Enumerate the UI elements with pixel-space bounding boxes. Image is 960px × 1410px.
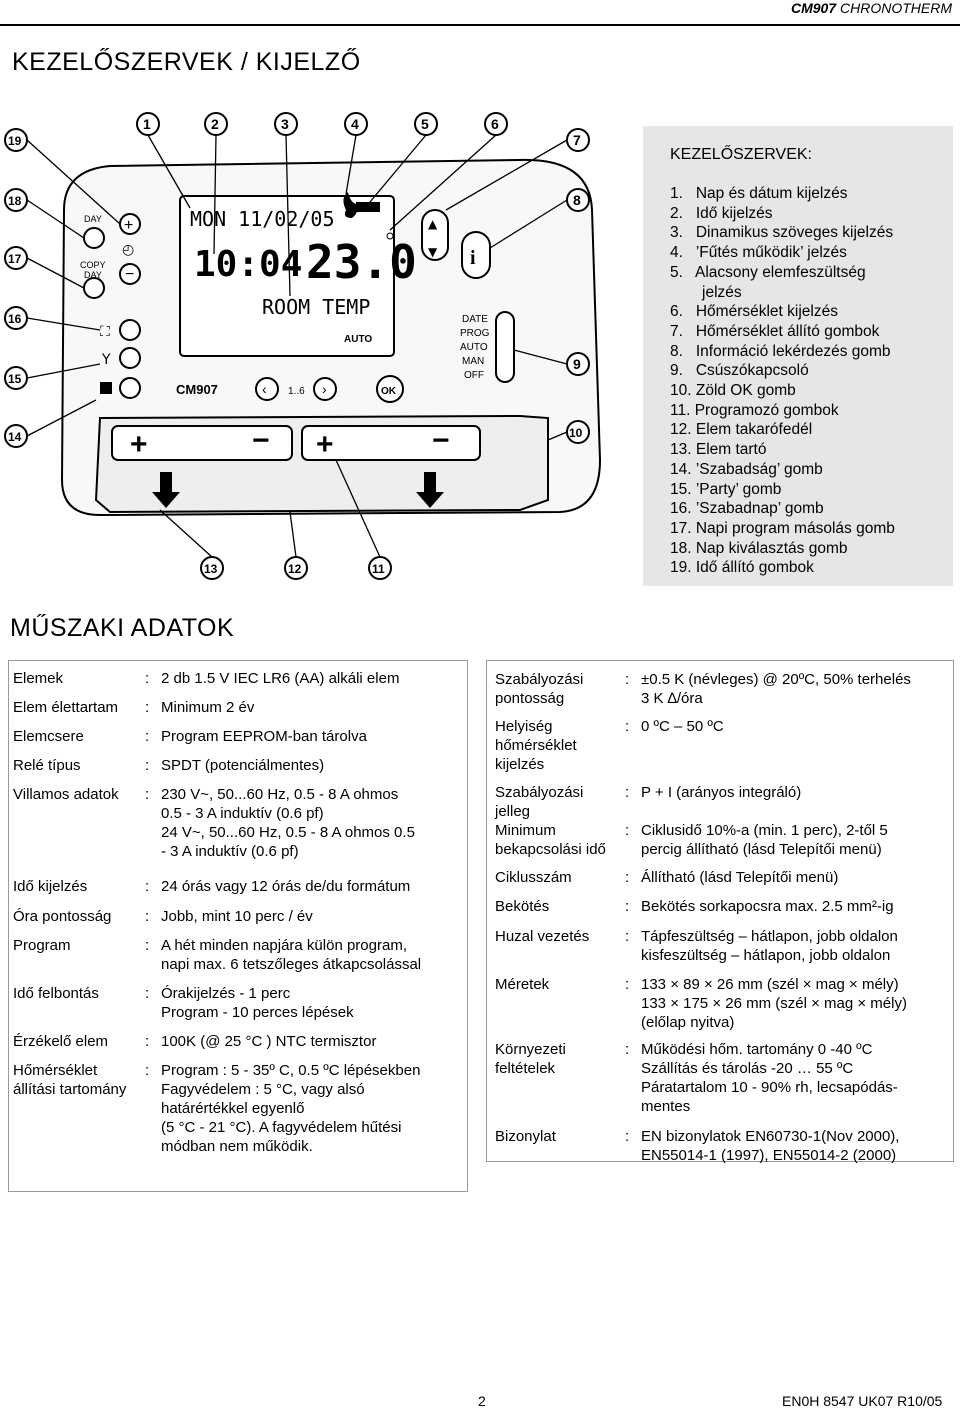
spec-separator: :: [145, 985, 150, 1002]
spec-value: 2 db 1.5 V IEC LR6 (AA) alkáli elem: [161, 670, 400, 687]
callout-19: 19: [8, 134, 22, 148]
controls-item: 15. ’Party’ gomb: [670, 480, 782, 498]
lcd-auto: AUTO: [344, 334, 373, 345]
spec-table-left: [8, 660, 468, 1192]
callout-5: 5: [421, 116, 429, 132]
spec-label: Szabályozási pontosság: [495, 671, 584, 707]
triangle-up-icon: ▲: [428, 217, 438, 231]
prog-range: 1..6: [288, 386, 305, 397]
controls-item: 8. Információ lekérdezés gomb: [670, 342, 891, 360]
battery-low-icon: [356, 202, 380, 212]
spec-label: Környezeti feltételek: [495, 1041, 566, 1077]
spec-value: Tápfeszültség – hátlapon, jobb oldalon kisfeszültség – hátlapon, jobb oldalon: [641, 928, 898, 964]
battery-minus-1: −: [252, 424, 270, 457]
prog-left-button[interactable]: [256, 378, 278, 400]
callout-8: 8: [573, 192, 581, 208]
spec-separator: :: [145, 937, 150, 954]
spec-value: Jobb, mint 10 perc / év: [161, 908, 313, 925]
controls-item: 14. ’Szabadság’ gomb: [670, 460, 823, 478]
callout-11: 11: [372, 562, 385, 576]
spec-label: Minimum bekapcsolási idő: [495, 822, 606, 858]
controls-item: 18. Nap kiválasztás gomb: [670, 539, 848, 557]
spec-label: Idő kijelzés: [13, 878, 88, 895]
spec-separator: :: [625, 898, 630, 915]
mode-slider[interactable]: [496, 312, 514, 382]
clock-icon: ◴: [122, 241, 135, 257]
spec-value: Minimum 2 év: [161, 699, 255, 716]
spec-separator: :: [625, 822, 630, 839]
spec-separator: :: [625, 869, 630, 886]
controls-item: 13. Elem tartó: [670, 441, 767, 459]
spec-separator: :: [625, 784, 630, 801]
header-rule: [0, 24, 960, 26]
party-button[interactable]: [120, 348, 140, 368]
callout-3: 3: [281, 116, 289, 132]
callout-17: 17: [8, 252, 22, 266]
controls-item: 7. Hőmérséklet állító gombok: [670, 322, 880, 340]
spec-label: Bekötés: [495, 898, 550, 915]
controls-title: KEZELŐSZERVEK:: [670, 146, 812, 163]
switch-man: MAN: [462, 356, 485, 367]
spec-value: Program EEPROM-ban tárolva: [161, 728, 367, 745]
spec-label: Hőmérséklet állítási tartomány: [13, 1062, 127, 1098]
party-icon: Y: [102, 352, 111, 368]
spec-value: Program : 5 - 35º C, 0.5 ºC lépésekben Fagyvédelem : 5 °C, vagy alsó határértékkel egyenlő (5 °C - 21 °C). A fagyvédelem hűtési módban nem működik.: [161, 1062, 421, 1155]
battery-plus-1: +: [130, 428, 148, 461]
spec-separator: :: [145, 878, 150, 895]
suitcase-icon: [100, 382, 112, 394]
callout-18: 18: [8, 194, 22, 208]
spec-separator: :: [625, 1128, 630, 1145]
spec-value: 100K (@ 25 °C ) NTC termisztor: [161, 1033, 377, 1050]
spec-value: Ciklusidő 10%-a (min. 1 perc), 2-től 5 percig állítható (lásd Telepítői menü): [641, 822, 888, 858]
controls-item: 12. Elem takarófedél: [670, 421, 813, 439]
controls-item: 9. Csúszókapcsoló: [670, 362, 809, 380]
spec-value: EN bizonylatok EN60730-1(Nov 2000), EN55014-1 (1997), EN55014-2 (2000): [641, 1128, 900, 1164]
page-number: 2: [478, 1393, 486, 1409]
info-button[interactable]: [462, 232, 490, 278]
chevron-right-icon: ›: [322, 381, 327, 397]
spec-separator: :: [625, 1041, 630, 1058]
copy-day-label-2: DAY: [84, 270, 102, 280]
spec-label: Ciklusszám: [495, 869, 572, 886]
lcd-time: 10:04: [194, 244, 303, 285]
minus-icon: −: [125, 266, 135, 283]
lcd-text: ROOM TEMP: [262, 295, 371, 319]
spec-separator: :: [145, 908, 150, 925]
spec-label: Huzal vezetés: [495, 928, 590, 945]
callout-1: 1: [143, 116, 151, 132]
thermostat-figure: [0, 100, 640, 590]
spec-separator: :: [145, 699, 150, 716]
switch-date: DATE: [462, 314, 488, 325]
battery-minus-2: −: [432, 424, 450, 457]
spec-value: Órakijelzés - 1 perc Program - 10 perces lépések: [161, 985, 354, 1021]
chevron-left-icon: ‹: [262, 381, 267, 397]
spec-label: Óra pontosság: [13, 908, 112, 925]
battery-plus-2: +: [316, 428, 334, 461]
callout-10: 10: [569, 426, 583, 440]
controls-item: 6. Hőmérséklet kijelzés: [670, 303, 838, 321]
spec-separator: :: [145, 1033, 150, 1050]
spec-label: Elem élettartam: [13, 699, 119, 716]
header-name: CHRONOTHERM: [840, 0, 952, 16]
controls-item: 5. Alacsony elemfeszültség: [670, 263, 866, 281]
spec-separator: :: [145, 728, 150, 745]
spec-separator: :: [145, 757, 150, 774]
controls-item: jelzés: [702, 283, 742, 301]
spec-table-right: [486, 660, 954, 1162]
controls-item: 3. Dinamikus szöveges kijelzés: [670, 224, 894, 242]
spec-value: Állítható (lásd Telepítői menü): [641, 869, 839, 886]
spec-value: Működési hőm. tartomány 0 -40 ºC Szállítás és tárolás -20 … 55 ºC Páratartalom 10 - 90% rh, lecsapódás- mentes: [641, 1041, 898, 1115]
controls-item: 2. Idő kijelzés: [670, 204, 773, 222]
controls-item: 11. Programozó gombok: [670, 401, 839, 419]
controls-item: 16. ’Szabadnap’ gomb: [670, 500, 824, 518]
copy-day-button[interactable]: [84, 278, 104, 298]
spec-label: Idő felbontás: [13, 985, 99, 1002]
callout-15: 15: [8, 372, 22, 386]
spec-value: 0 ºC – 50 ºC: [641, 718, 724, 735]
spec-separator: :: [625, 976, 630, 993]
controls-item: 17. Napi program másolás gomb: [670, 519, 895, 537]
spec-separator: :: [145, 786, 150, 803]
callout-16: 16: [8, 312, 22, 326]
spec-value: Bekötés sorkapocsra max. 2.5 mm²-ig: [641, 898, 894, 915]
spec-value: ±0.5 K (névleges) @ 20ºC, 50% terhelés 3 K ∆/óra: [641, 671, 911, 707]
section-title-controls: KEZELŐSZERVEK / KIJELZŐ: [12, 48, 361, 76]
spec-label: Elemcsere: [13, 728, 84, 745]
spec-label: Bizonylat: [495, 1128, 556, 1145]
callout-9: 9: [573, 356, 581, 372]
day-label: DAY: [84, 214, 102, 224]
info-icon: i: [470, 247, 476, 269]
controls-item: 1. Nap és dátum kijelzés: [670, 185, 848, 202]
callout-6: 6: [491, 116, 499, 132]
spec-label: Elemek: [13, 670, 64, 687]
switch-off: OFF: [464, 370, 484, 381]
doc-code: EN0H 8547 UK07 R10/05: [782, 1393, 943, 1409]
model-label: CM907: [176, 382, 218, 397]
spec-value: 230 V~, 50...60 Hz, 0.5 - 8 A ohmos 0.5 - 3 A induktív (0.6 pf) 24 V~, 50...60 Hz, 0.5 - 8 A ohmos 0.5 - 3 A induktív (0.6 pf): [161, 786, 415, 860]
spec-value: 24 órás vagy 12 órás de/du formátum: [161, 878, 411, 895]
triangle-down-icon: ▼: [428, 245, 438, 259]
callout-7: 7: [573, 132, 581, 148]
callout-13: 13: [204, 562, 218, 576]
controls-list: [670, 184, 895, 578]
controls-item: 4. ’Fűtés működik’ jelzés: [670, 244, 847, 262]
spec-label: Méretek: [495, 976, 550, 993]
holiday-button[interactable]: [120, 378, 140, 398]
spec-separator: :: [625, 671, 630, 688]
header-model: CM907: [790, 0, 837, 16]
spec-separator: :: [145, 670, 150, 687]
plus-icon: +: [124, 217, 134, 234]
spec-label: Érzékelő elem: [13, 1033, 109, 1050]
spec-label: Program: [13, 937, 71, 954]
callout-2: 2: [211, 116, 219, 132]
ok-label: OK: [381, 386, 396, 397]
lcd-temp: 23.0: [306, 235, 417, 289]
day-button[interactable]: [84, 228, 104, 248]
spec-separator: :: [145, 1062, 150, 1079]
copy-day-label: COPY: [80, 260, 106, 270]
callout-4: 4: [351, 116, 359, 132]
spec-label: Relé típus: [13, 757, 81, 774]
callout-12: 12: [288, 562, 302, 576]
section-title-specs: MŰSZAKI ADATOK: [10, 614, 235, 642]
spec-value: P + I (arányos integráló): [641, 784, 802, 801]
spec-label: Villamos adatok: [13, 786, 119, 803]
lcd-date: MON 11/02/05: [190, 207, 335, 231]
controls-item: 19. Idő állító gombok: [670, 559, 814, 577]
callout-14: 14: [8, 430, 22, 444]
spec-value: A hét minden napjára külön program, napi max. 6 tetszőleges átkapcsolással: [161, 937, 422, 973]
spec-separator: :: [625, 928, 630, 945]
switch-prog: PROG: [460, 328, 490, 339]
spec-label: Helyiség hőmérséklet kijelzés: [495, 718, 577, 773]
day-off-icon: ⛶: [100, 324, 110, 340]
spec-label: Szabályozási jelleg: [495, 784, 584, 820]
doc-header: [791, 0, 952, 16]
spec-value: 133 × 89 × 26 mm (szél × mag × mély) 133 × 175 × 26 mm (szél × mag × mély) (előlap nyitva): [641, 976, 907, 1031]
spec-separator: :: [625, 718, 630, 735]
day-off-button[interactable]: [120, 320, 140, 340]
spec-value: SPDT (potenciálmentes): [161, 757, 325, 774]
switch-auto: AUTO: [460, 342, 488, 353]
controls-item: 10. Zöld OK gomb: [670, 382, 796, 400]
